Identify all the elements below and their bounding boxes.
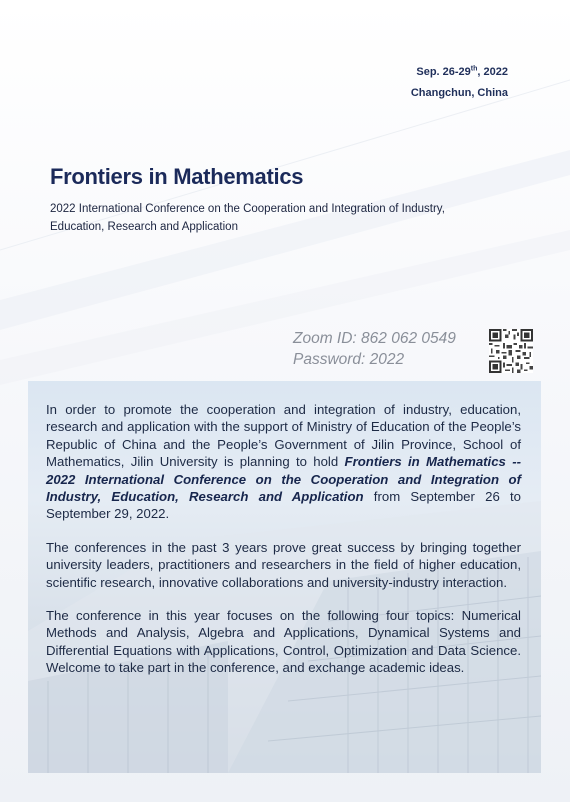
zoom-password: Password: 2022	[293, 351, 405, 368]
zoom-id: Zoom ID: 862 062 0549	[293, 330, 456, 347]
intro-paragraph-3: The conference in this year focuses on the following four topics: Numerical Methods and Analysis, Algebra and Applications, Dynamical Systems and Differential Equations with Applications, Control, Optimization and Data Science. Welcome to take part in the conference, and exchange academic ideas.	[46, 608, 521, 676]
conference-location: Changchun, China	[410, 87, 508, 99]
intro-paragraph-1: In order to promote the cooperation and integration of industry, education, research and application with the support of Ministry of Education of the People’s Republic of China and the People’s Government of Jilin Province, School of Mathematics, Jilin University is planning to hold Frontiers in Mathematics -- 2022 International Conference on the Cooperation and Integration of Industry, Education, Research and Application from September 26 to September 29, 2022.	[46, 402, 521, 522]
intro-paragraph-2: The conferences in the past 3 years prove great success by bringing together university leaders, practitioners and researchers in the field of higher education, scientific research, innovative collaborations and university-industry interaction.	[46, 539, 521, 590]
conference-date: Sep. 26-29th, 2022	[416, 65, 508, 78]
qr-code-icon[interactable]	[489, 329, 533, 373]
date-location-block	[411, 62, 508, 104]
zoom-info	[293, 328, 456, 370]
intro-panel	[28, 381, 541, 773]
intro-text	[46, 401, 521, 693]
conference-full-name: Frontiers in Mathematics -- 2022 International Conference on the Cooperation and Integration of Industry, Education, Research and Application	[46, 454, 521, 505]
page-title: Frontiers in Mathematics	[50, 164, 304, 189]
conference-subtitle: 2022 International Conference on the Cooperation and Integration of Industry, Education, Research and Application	[50, 203, 445, 233]
